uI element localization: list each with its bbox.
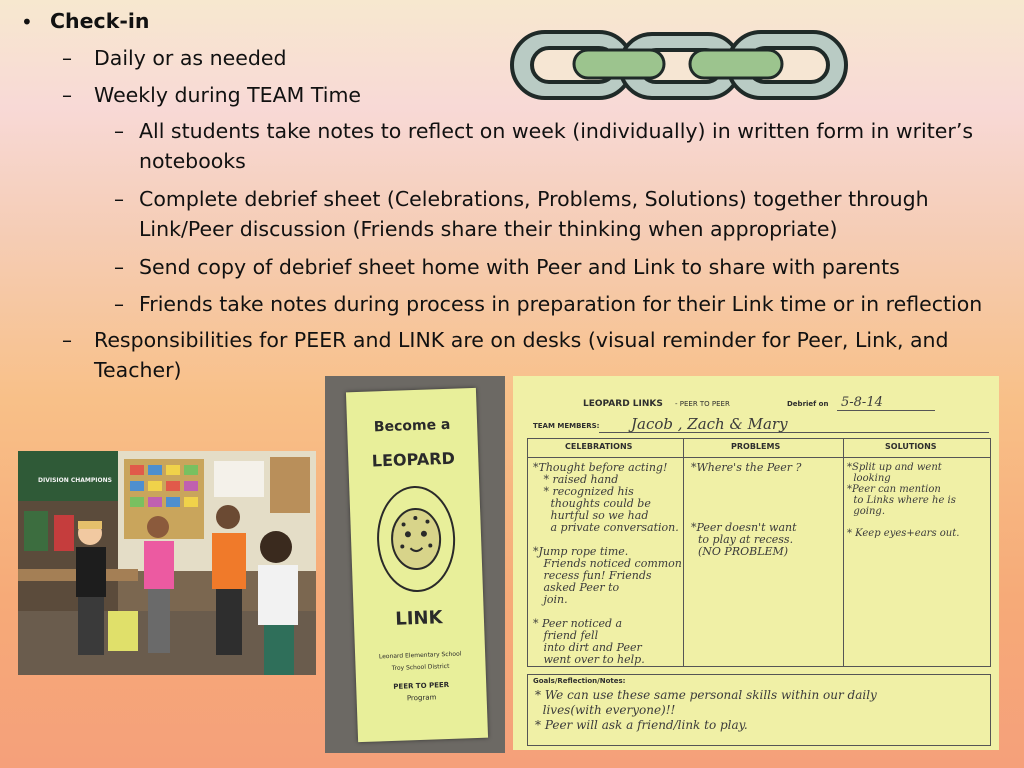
bullet-responsibilities-line2: Teacher) [94, 358, 182, 382]
date-underline [837, 410, 935, 411]
bullet-debrief-line2: Link/Peer discussion (Friends share their thinking when appropriate) [139, 217, 838, 241]
dash-marker: – [114, 187, 124, 211]
dash-marker: – [114, 292, 124, 316]
col-problems: PROBLEMS [731, 442, 781, 451]
bullet-send-copy: Send copy of debrief sheet home with Peer and Link to share with parents [139, 255, 900, 279]
banner-text: DIVISION CHAMPIONS [38, 477, 112, 484]
brochure-paper [346, 388, 488, 742]
brochure-link: LINK [394, 607, 443, 630]
col-celebrations: CELEBRATIONS [565, 442, 633, 451]
sheet-subtitle: - PEER TO PEER [675, 400, 730, 408]
solutions-notes: *Split up and went looking *Peer can mention to Links where he is going. * Keep eyes+ears out. [847, 462, 960, 539]
bullet-weekly: Weekly during TEAM Time [94, 83, 362, 107]
bullet-notes-line1: All students take notes to reflect on week (individually) in written form in writer’s [139, 119, 974, 143]
brochure-school: Leonard Elementary School [378, 650, 462, 661]
brochure-program: Program [406, 693, 437, 703]
leopard-logo [374, 483, 458, 596]
brochure-program-title: PEER TO PEER [393, 680, 450, 691]
brochure-become: Become a [373, 416, 451, 436]
dash-marker: – [114, 255, 124, 279]
debrief-sheet-photo [513, 376, 999, 750]
goals-notes: * We can use these same personal skills within our daily lives(with everyone)!! * Peer will ask a friend/link to play. [535, 688, 877, 732]
bullet-responsibilities-line1: Responsibilities for PEER and LINK are on desks (visual reminder for Peer, Link, and [94, 328, 949, 352]
brochure-leopard: LEOPARD [371, 448, 456, 471]
bullet-daily: Daily or as needed [94, 46, 287, 70]
checkin-heading: Check-in [50, 9, 150, 33]
celebrations-notes: *Thought before acting! * raised hand * recognized his thoughts could be hurtful so we had a private conversation. *Jump rope time. Friends noticed common recess fun! Friends asked Peer to join. * Peer noticed a friend fell into dirt and Peer went over to help. [533, 461, 682, 666]
chain-links-graphic [508, 26, 850, 106]
chain-connector-green [574, 50, 664, 78]
members-underline [599, 432, 989, 433]
sheet-members-label: TEAM MEMBERS: [533, 422, 600, 430]
dash-marker: – [62, 83, 72, 107]
dash-marker: – [62, 46, 72, 70]
dash-marker: – [62, 328, 72, 352]
brochure-district: Troy School District [391, 662, 450, 672]
sheet-members-value: Jacob , Zach & Mary [631, 415, 788, 433]
bullet-marker: • [21, 10, 33, 34]
sheet-debrief-date: 5-8-14 [841, 395, 883, 410]
sheet-title: LEOPARD LINKS [583, 399, 663, 409]
problems-notes: *Where's the Peer ? *Peer doesn't want to play at recess. (NO PROBLEM) [691, 461, 802, 558]
classroom-photo [18, 451, 316, 675]
chain-connector-green [690, 50, 782, 78]
col-solutions: SOLUTIONS [885, 442, 937, 451]
bullet-notes-line2: notebooks [139, 149, 246, 173]
goals-label: Goals/Reflection/Notes: [533, 677, 626, 685]
bullet-friends-notes: Friends take notes during process in preparation for their Link time or in reflection [139, 292, 983, 316]
dash-marker: – [114, 119, 124, 143]
sheet-debrief-label: Debrief on [787, 400, 829, 408]
bullet-debrief-line1: Complete debrief sheet (Celebrations, Problems, Solutions) together through [139, 187, 929, 211]
brochure-photo [325, 376, 505, 753]
